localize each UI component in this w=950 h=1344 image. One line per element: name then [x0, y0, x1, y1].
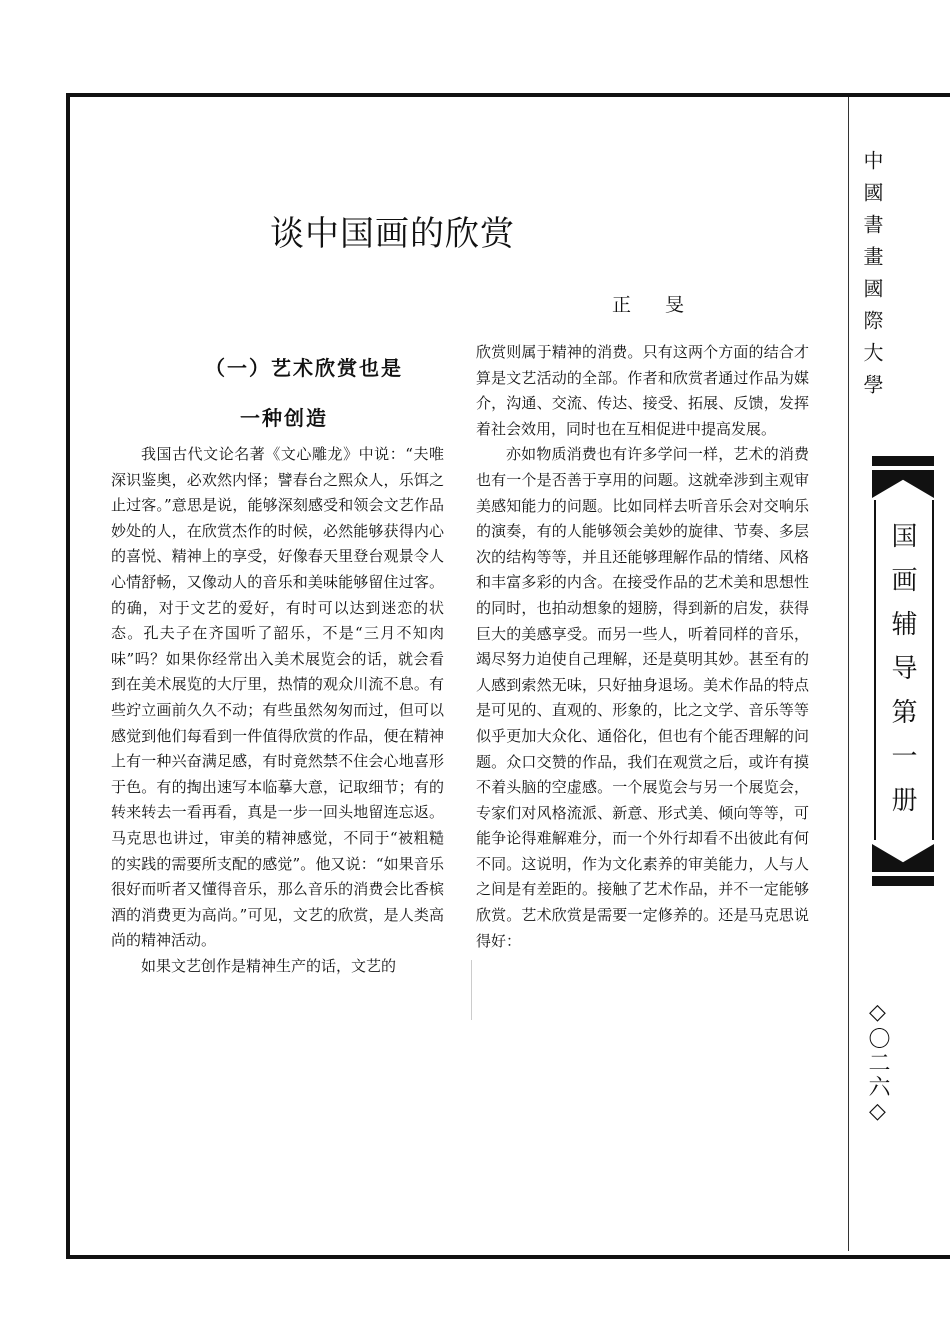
- article-author: 正 旻: [612, 294, 699, 316]
- body-paragraph: 如果文艺创作是精神生产的话，文艺的: [141, 956, 397, 975]
- volume-label: 国画辅导第一册: [887, 522, 917, 830]
- section-heading-line1: （一）艺术欣赏也是: [205, 356, 403, 380]
- section-heading-line2: 一种创造: [240, 406, 328, 430]
- scan-mark: [471, 960, 472, 1020]
- body-paragraph: 我国古代文论名著《文心雕龙》中说：“夫唯深识鉴奥，必欢然内怿；譬春台之熙众人，乐饵之止过客。”意思是说，能够深刻感受和领会文艺作品妙处的人，在欣赏杰作的时候，必然能够获得内心的喜悦、精神上的享受，好像春天里登台观景令人心情舒畅，又像动人的音乐和美味能够留住过客。的确，对于文艺的爱好，有时可以达到迷恋的状态。孔夫子在齐国听了韶乐，不是“三月不知肉味”吗？如果你经常出入美术展览会的话，就会看到在美术展览的大厅里，热情的观众川流不息。有些竚立画前久久不动；有些虽然匆匆而过，但可以感觉到他们每看到一件值得欣赏的作品，便在精神上有一种兴奋满足感，有时竟然禁不住会心地喜形于色。有的掏出速写本临摹大意，记取细节；有的转来转去一看再看，真是一步一回头地留连忘返。马克思也讲过，审美的精神感觉，不同于“被粗糙的实践的需要所支配的感觉”。他又说：“如果音乐很好而听者又懂得音乐，那么音乐的消费会比香槟酒的消费更为高尚。”可见，文艺的欣赏，是人类高尚的精神活动。: [111, 445, 444, 950]
- school-name: 中國書畫國際大學: [860, 150, 884, 406]
- body-paragraph: 欣赏则属于精神的消费。只有这两个方面的结合才算是文艺活动的全部。作者和欣赏者通过作品为媒介，沟通、交流、传达、接受、拓展、反馈，发挥着社会效用，同时也在互相促进中提高发展。: [476, 343, 809, 438]
- body-paragraph: 亦如物质消费也有许多学问一样，艺术的消费也有一个是否善于享用的问题。这就牵涉到主观审美感知能力的问题。比如同样去听音乐会对交响乐的演奏，有的人能够领会美妙的旋律、节奏、多层次的结构等等，并且还能够理解作品的情绪、风格和丰富多彩的内含。在接受作品的艺术美和思想性的同时，也拍动想象的翅膀，得到新的启发，获得巨大的美感享受。而另一些人，听着同样的音乐，竭尽努力迫使自己理解，还是莫明其妙。甚至有的人感到索然无味，只好抽身退场。美术作品的特点是可见的、直观的、形象的，比之文学、音乐等等似乎更加大众化、通俗化，但也有个能否理解的问题。众口交赞的作品，我们在观赏之后，或许有摸不着头脑的空虚感。一个展览会与另一个展览会，专家们对风格流派、新意、形式美、倾向等等，可能争论得难解难分，而一个外行却看不出彼此有何不同。这说明，作为文化素养的审美能力，人与人之间是有差距的。接触了艺术作品，并不一定能够欣赏。艺术欣赏是需要一定修养的。还是马克思说得好：: [476, 445, 809, 950]
- volume-top-bar: [872, 456, 934, 466]
- left-column: [111, 442, 444, 979]
- volume-bottom-bar: [872, 876, 934, 886]
- article-title: 谈中国画的欣赏: [270, 214, 515, 254]
- right-column: [476, 340, 809, 954]
- page-number: ◇〇二六◇: [865, 1000, 890, 1126]
- sidebar-divider: [848, 97, 849, 1251]
